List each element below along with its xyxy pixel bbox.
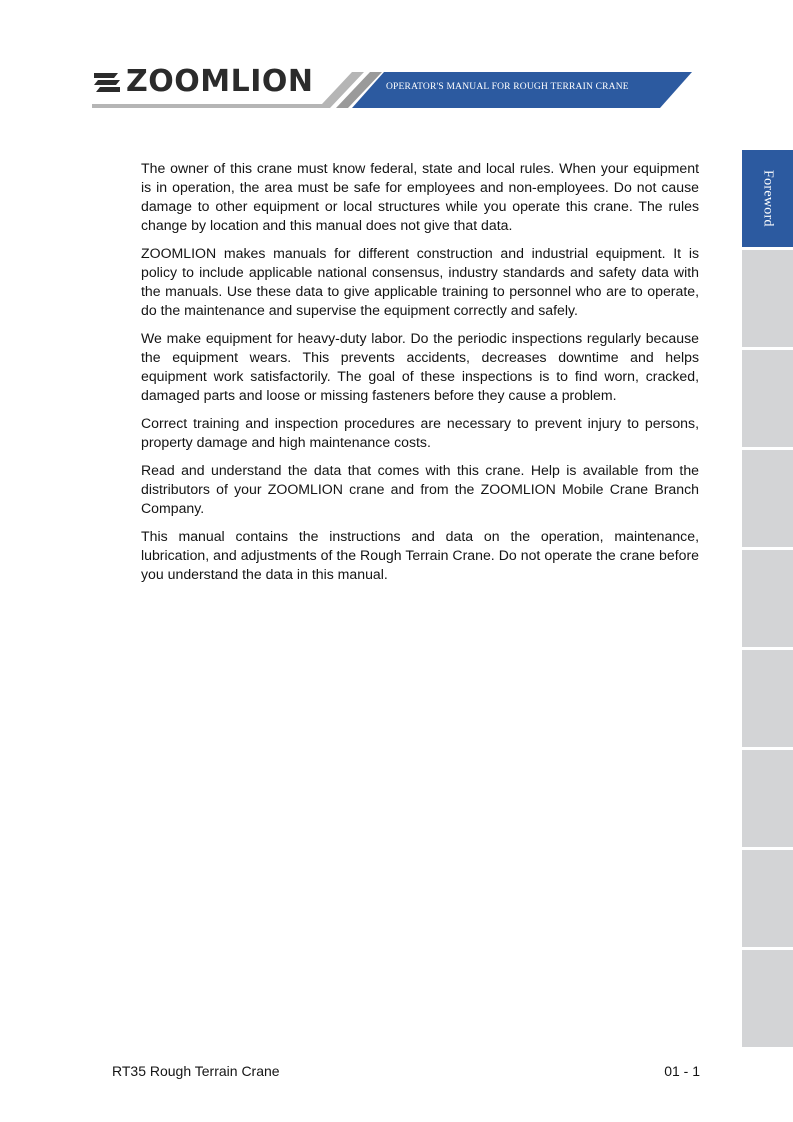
tab-section-9[interactable]	[742, 950, 793, 1047]
paragraph: The owner of this crane must know federal, state and local rules. When your equipment is in operation, the area must be safe for employees and non-employees. Do not cause damage to other equipment or local structures while you operate this crane. The rules change by location and this manual does not give that data.	[141, 160, 699, 233]
brand-logo	[92, 64, 314, 100]
tab-section-4[interactable]	[742, 450, 793, 547]
paragraph: ZOOMLION makes manuals for different construction and industrial equipment. It is policy to include applicable national consensus, industry standards and safety data with the manuals. Use these data to give applicable training to personnel who are to operate, do the maintenance and supervise the equipment correctly and safely.	[141, 245, 699, 318]
tab-section-6[interactable]	[742, 650, 793, 747]
header-band-graphic	[0, 0, 793, 120]
tab-section-2[interactable]	[742, 250, 793, 347]
paragraph: Read and understand the data that comes with this crane. Help is available from the distributors of your ZOOMLION crane and from the ZOOMLION Mobile Crane Branch Company.	[141, 462, 699, 516]
tab-section-8[interactable]	[742, 850, 793, 947]
page-header	[0, 0, 793, 120]
tab-section-7[interactable]	[742, 750, 793, 847]
tab-section-3[interactable]	[742, 350, 793, 447]
footer-model: RT35 Rough Terrain Crane	[112, 1063, 280, 1079]
paragraph: Correct training and inspection procedures are necessary to prevent injury to persons, property damage and high maintenance costs.	[141, 415, 699, 450]
tab-foreword-label: Foreword	[760, 170, 776, 227]
foreword-body	[141, 159, 699, 593]
manual-title: OPERATOR'S MANUAL FOR ROUGH TERRAIN CRANE	[386, 82, 629, 92]
footer-page-number: 01 - 1	[664, 1063, 700, 1079]
paragraph: We make equipment for heavy-duty labor. Do the periodic inspections regularly because the equipment wears. This prevents accidents, decreases downtime and helps equipment work satisfactorily. The goal of these inspections is to find worn, cracked, damaged parts and loose or missing fasteners before they cause a problem.	[141, 330, 699, 403]
zoomlion-logo-icon	[92, 69, 122, 95]
brand-name: ZOOMLION	[126, 64, 314, 99]
paragraph: This manual contains the instructions and data on the operation, maintenance, lubrication, and adjustments of the Rough Terrain Crane. Do not operate the crane before you understand the data in this manual.	[141, 528, 699, 582]
tab-section-5[interactable]	[742, 550, 793, 647]
tab-foreword[interactable]	[742, 150, 793, 247]
